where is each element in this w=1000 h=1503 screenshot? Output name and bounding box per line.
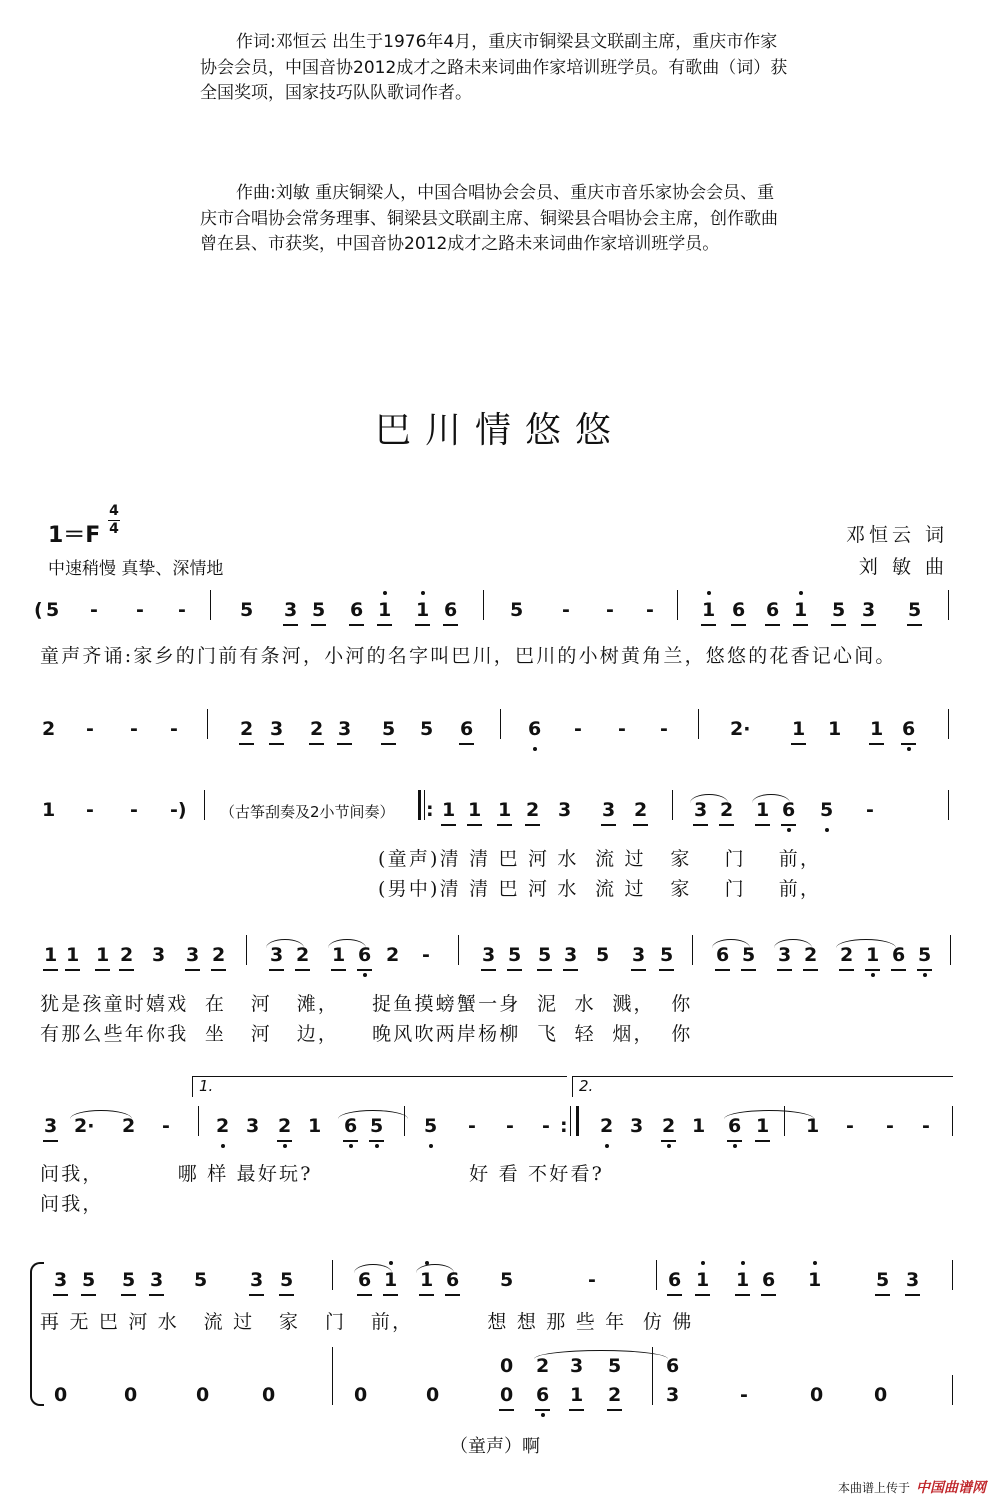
lyric-line-4b: 有那么些年你我 坐 河 边， 晚风吹两岸杨柳 飞 轻 烟， 你 <box>40 1023 693 1045</box>
footer-text: 本曲谱上传于 <box>837 1480 910 1495</box>
lyric-line-3b: (男中)清 清 巴 河 水 流 过 家 门 前， <box>378 878 822 900</box>
notation-line-4: 1 1 1 2 3 3 2 3 2 1 6 2 - 3 5 5 3 5 3 5 6 5 3 2 2 1 6 5 <box>40 941 960 975</box>
time-signature: 4 4 <box>109 503 119 537</box>
lyric-line-3a: (童声)清 清 巴 河 水 流 过 家 门 前， <box>378 848 822 870</box>
notation-line-2: 2 - - - 2 3 2 3 5 5 6 6 - - - 2· 1 1 1 6 <box>40 715 960 749</box>
footer <box>838 1477 986 1497</box>
notation-line-6-lower: 0 2 3 5 6 <box>40 1352 960 1386</box>
lyricist-bio: 作词:邓恒云 出生于1976年4月，重庆市铜梁县文联副主席，重庆市作家协会会员，中国音协2012成才之路未来词曲作家培训班学员。有歌曲（词）获全国奖项，国家技巧队队歌词作者。 <box>200 32 788 103</box>
song-title: 巴川情悠悠 <box>374 410 625 451</box>
lyric-line-1: 童声齐诵:家乡的门前有条河，小河的名字叫巴川，巴川的小树黄角兰，悠悠的花香记心间。 <box>40 645 897 667</box>
notation-line-6-harmony: 0 0 0 0 0 0 0 6 1 2 3 - 0 0 <box>40 1381 960 1415</box>
interlude-annotation: （古筝刮奏及2小节间奏） <box>220 803 395 821</box>
notation-line-5: 3 2· 2 - 2 3 2 1 6 5 5 - - - : 2 3 2 1 6 1 1 - - - <box>40 1112 960 1146</box>
composer-bio: 作曲:刘敏 重庆铜梁人，中国合唱协会会员、重庆市音乐家协会会员、重庆市合唱协会常务理事、铜梁县文联副主席、铜梁县合唱协会主席，创作歌曲曾在县、市获奖，中国音协2012成才之路未来词曲作家培训班学员。 <box>200 183 778 254</box>
lyric-line-5a: 问我， 哪 样 最好玩? 好 看 不好看? <box>40 1163 605 1185</box>
tempo-marking: 中速稍慢 真挚、深情地 <box>48 559 224 579</box>
lyric-line-6: 再 无 巴 河 水 流 过 家 门 前， 想 想 那 些 年 仿 佛 <box>40 1311 694 1333</box>
notation-line-6-upper: 3 5 5 3 5 3 5 6 1 1 6 5 - 6 1 1 6 1 5 3 <box>40 1266 960 1300</box>
key-signature: 1＝F <box>48 523 101 548</box>
lyric-line-5b: 问我， <box>40 1193 104 1215</box>
volta-2-bracket: 2. <box>572 1076 953 1097</box>
lyric-line-4a: 犹是孩童时嬉戏 在 河 滩， 捉鱼摸螃蟹一身 泥 水 溅， 你 <box>40 993 693 1015</box>
notation-line-3: 1 - - -) （古筝刮奏及2小节间奏） : 1 1 1 2 3 3 2 3 2 1 6 5 - <box>40 796 960 830</box>
volta-1-bracket: 1. <box>192 1076 567 1097</box>
notation-line-1: ( 5 - - - 5 3 5 6 1 1 6 5 - - - 1 6 6 1 5 3 5 <box>40 596 960 630</box>
music-credit: 刘 敏 曲 <box>858 556 948 578</box>
children-voice-note: （童声）啊 <box>450 1436 540 1457</box>
site-logo[interactable]: 中国曲谱网 <box>916 1480 986 1496</box>
lyrics-credit: 邓恒云 词 <box>845 524 948 546</box>
